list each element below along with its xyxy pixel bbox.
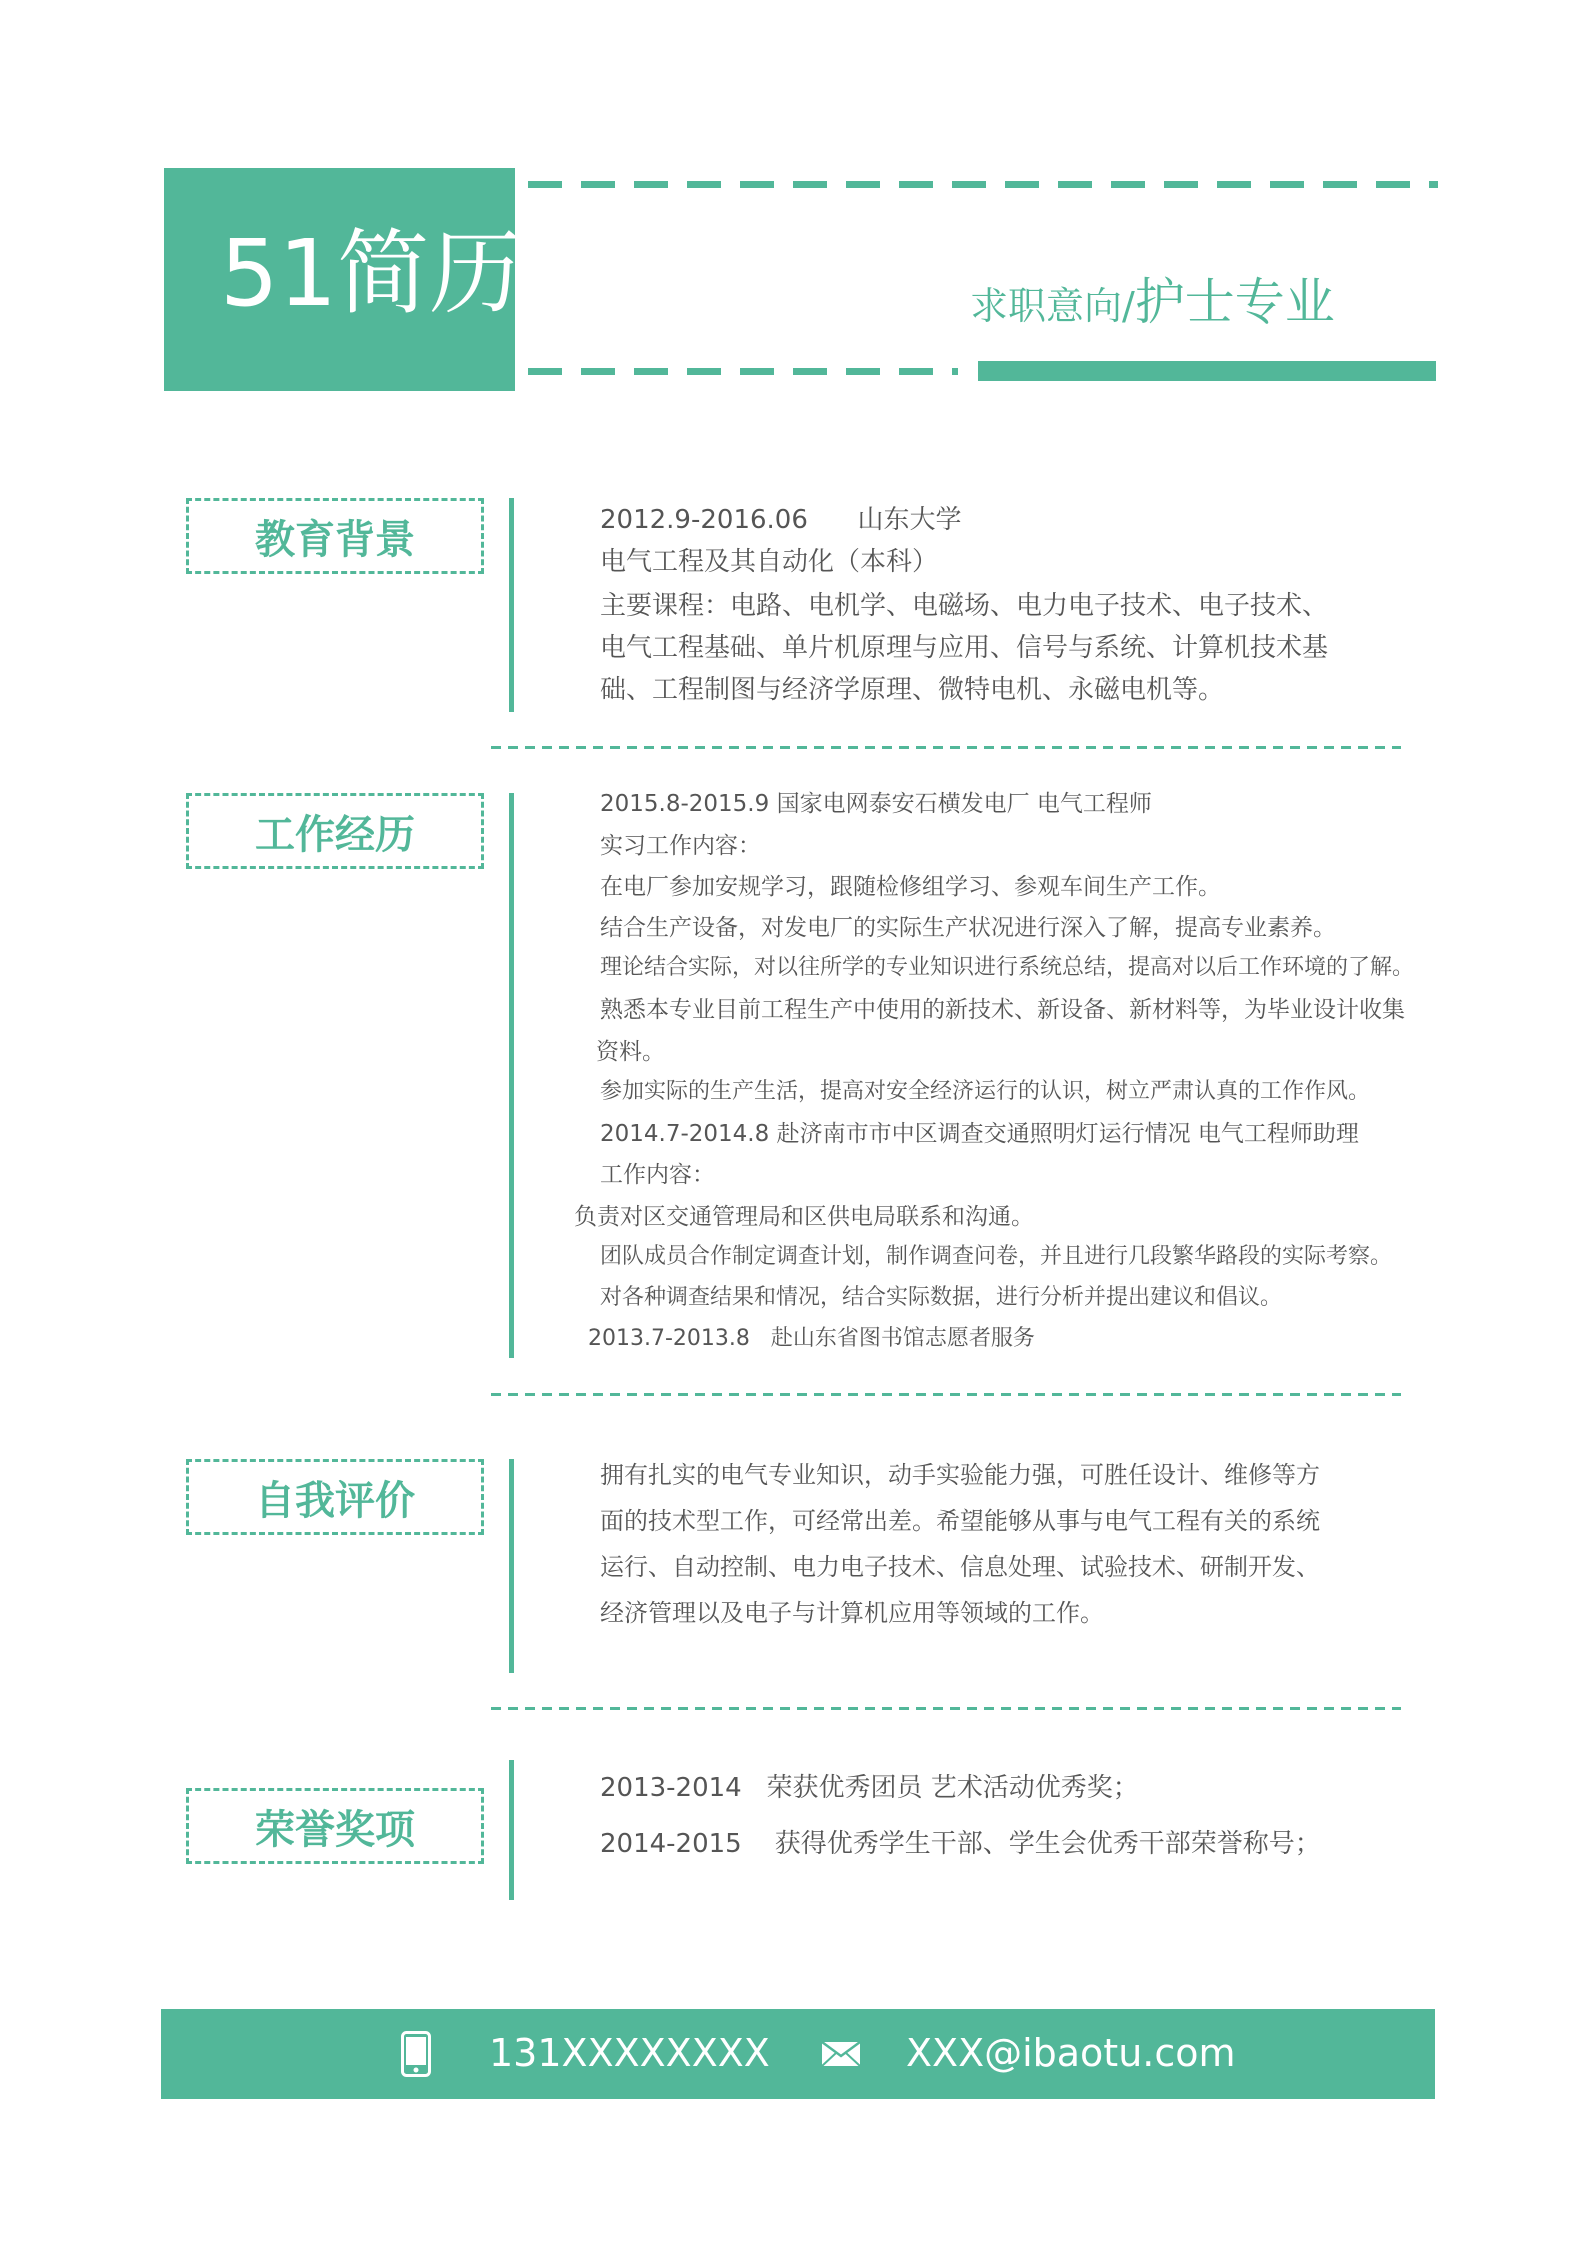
self-evaluation-line: 面的技术型工作，可经常出差。希望能够从事与电气工程有关的系统 [600, 1507, 1320, 1535]
self-evaluation-line: 拥有扎实的电气专业知识，动手实验能力强，可胜任设计、维修等方 [600, 1461, 1320, 1489]
section-label-education: 教育背景 [186, 498, 484, 574]
education-line: 电气工程及其自动化（本科） [600, 547, 939, 577]
header-dashed-line-top [528, 181, 1438, 188]
section-divider-honors [509, 1760, 514, 1900]
work-line: 资料。 [596, 1039, 665, 1065]
self-evaluation-line: 经济管理以及电子与计算机应用等领域的工作。 [600, 1599, 1104, 1627]
work-line: 2014.7-2014.8 赴济南市市中区调查交通照明灯运行情况 电气工程师助理 [600, 1121, 1359, 1147]
education-line: 础、工程制图与经济学原理、微特电机、永磁电机等。 [600, 675, 1225, 705]
header-accent-bar [978, 361, 1436, 381]
work-line: 团队成员合作制定调查计划，制作调查问卷，并且进行几段繁华路段的实际考察。 [600, 1244, 1393, 1269]
work-line: 在电厂参加安规学习，跟随检修组学习、参观车间生产工作。 [600, 874, 1221, 900]
email-address[interactable]: XXX@ibaotu.com [906, 2031, 1236, 2075]
phone-number[interactable]: 131XXXXXXXX [489, 2031, 770, 2075]
section-label-self-evaluation: 自我评价 [186, 1459, 484, 1535]
work-line: 结合生产设备，对发电厂的实际生产状况进行深入了解，提高专业素养。 [600, 915, 1336, 941]
work-line: 熟悉本专业目前工程生产中使用的新技术、新设备、新材料等，为毕业设计收集 [600, 997, 1405, 1023]
work-line: 对各种调查结果和情况，结合实际数据，进行分析并提出建议和倡议。 [600, 1285, 1283, 1310]
mobile-phone-icon [401, 2031, 431, 2077]
section-divider-education [509, 498, 514, 712]
section-label-honors: 荣誉奖项 [186, 1788, 484, 1864]
education-line: 主要课程：电路、电机学、电磁场、电力电子技术、电子技术、 [600, 591, 1329, 621]
header-dashed-line-bottom [528, 368, 958, 375]
work-line: 负责对区交通管理局和区供电局联系和沟通。 [574, 1204, 1034, 1230]
honors-line: 2013-2014 荣获优秀团员 艺术活动优秀奖； [600, 1773, 1139, 1803]
contact-bar [161, 2009, 1435, 2099]
work-line: 理论结合实际，对以往所学的专业知识进行系统总结，提高对以后工作环境的了解。 [600, 955, 1415, 980]
work-line: 实习工作内容： [600, 833, 761, 859]
section-divider-self-evaluation [509, 1459, 514, 1673]
section-separator [491, 1393, 1401, 1396]
title-banner [164, 168, 706, 391]
work-line: 参加实际的生产生活，提高对安全经济运行的认识，树立严肃认真的工作作风。 [600, 1079, 1371, 1104]
self-evaluation-line: 运行、自动控制、电力电子技术、信息处理、试验技术、研制开发、 [600, 1553, 1320, 1581]
resume-title: 51简历模板 [220, 220, 706, 327]
education-line: 电气工程基础、单片机原理与应用、信号与系统、计算机技术基 [600, 633, 1329, 663]
work-line: 2013.7-2013.8 赴山东省图书馆志愿者服务 [588, 1326, 1035, 1351]
work-line: 2015.8-2015.9 国家电网泰安石横发电厂 电气工程师 [600, 791, 1152, 817]
job-intent-label: 求职意向/ [970, 284, 1135, 328]
section-divider-work [509, 793, 514, 1358]
section-separator [491, 746, 1401, 749]
job-intent [970, 262, 1335, 334]
work-line: 工作内容： [600, 1162, 715, 1188]
section-label-work: 工作经历 [186, 793, 484, 869]
section-separator [491, 1707, 1401, 1710]
education-line: 2012.9-2016.06 山东大学 [600, 505, 962, 535]
honors-line: 2014-2015 获得优秀学生干部、学生会优秀干部荣誉称号； [600, 1829, 1321, 1859]
job-intent-value: 护士专业 [1134, 273, 1335, 331]
envelope-icon [821, 2041, 861, 2067]
